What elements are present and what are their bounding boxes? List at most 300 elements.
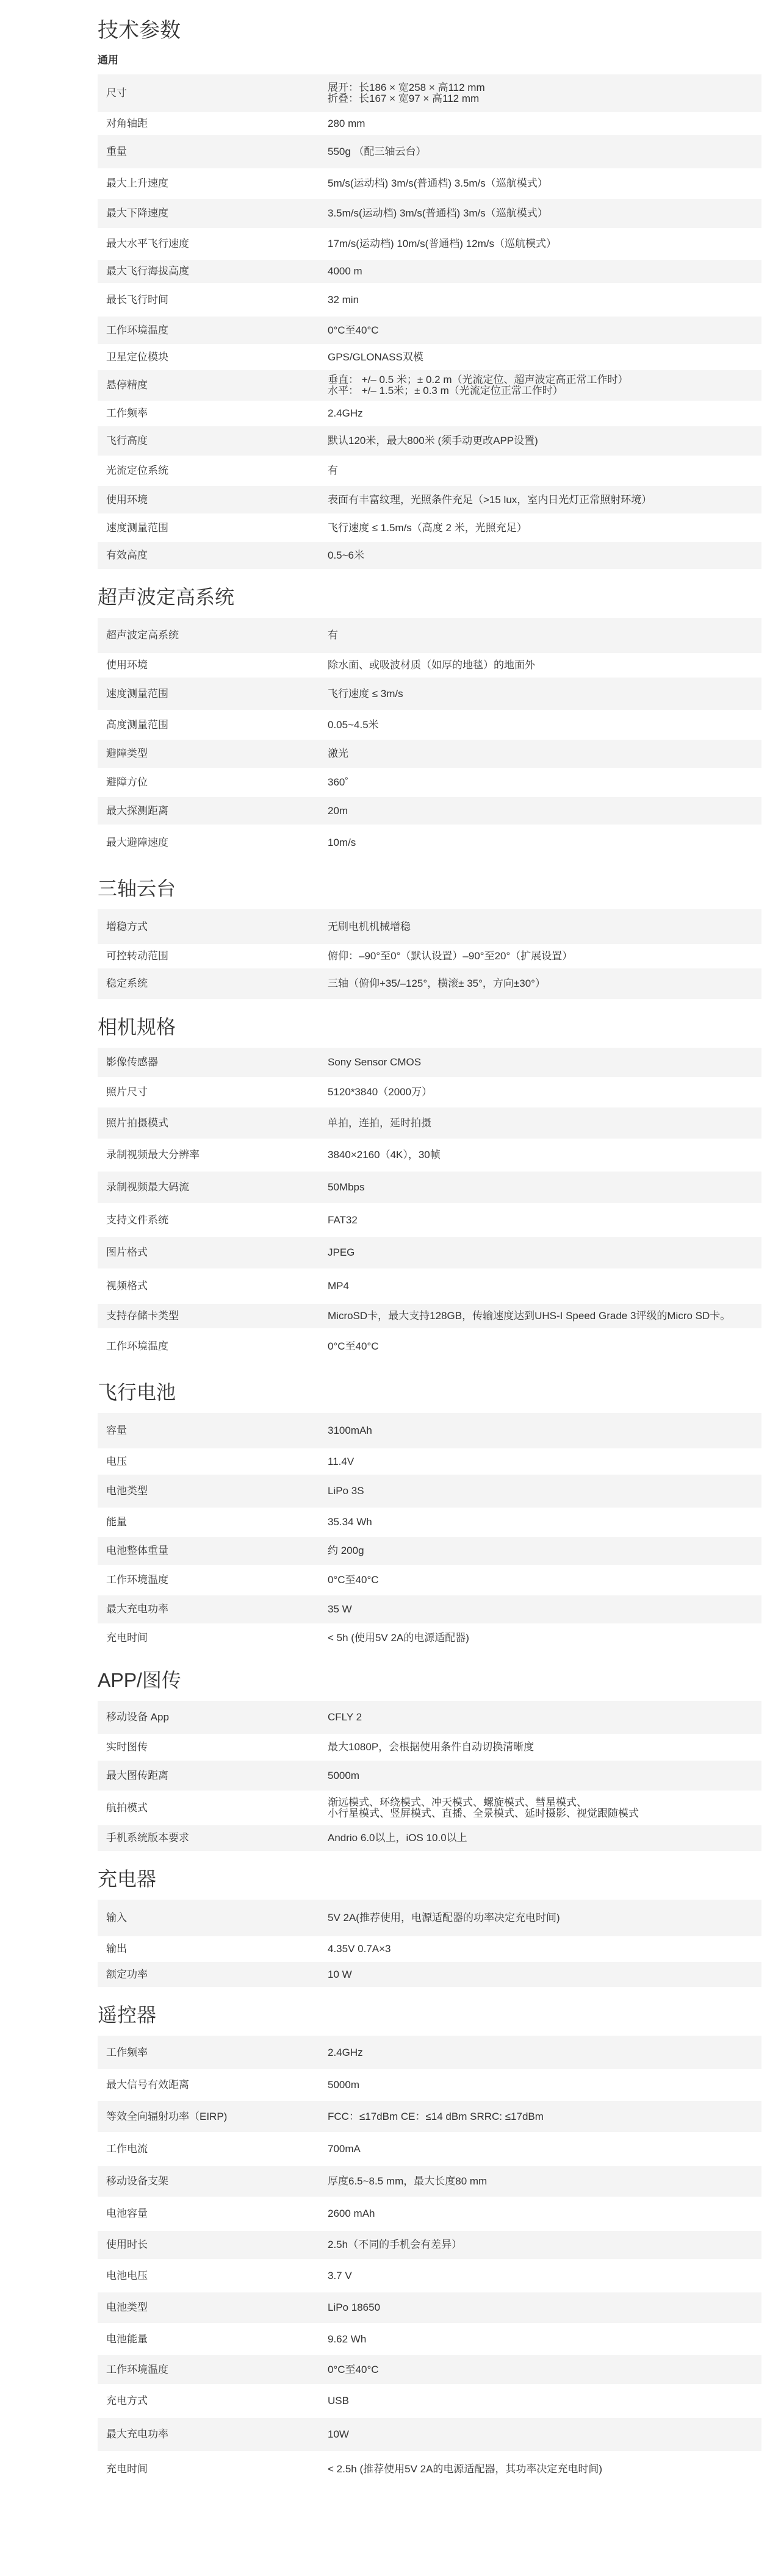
- spec-value: [326, 797, 761, 825]
- spec-value-line: 5000m: [328, 1769, 359, 1781]
- section-title: APP/图传: [98, 1669, 181, 1691]
- spec-row: [98, 401, 761, 426]
- spec-row: [98, 1172, 761, 1203]
- spec-label: 电压: [106, 1455, 127, 1467]
- spec-value: [326, 1595, 761, 1623]
- spec-row: [98, 1623, 761, 1652]
- spec-value: [326, 1172, 761, 1203]
- spec-value-line: 0°C至40°C: [328, 324, 379, 336]
- spec-value: [326, 2166, 761, 2197]
- spec-label: 照片拍摄模式: [106, 1117, 168, 1129]
- spec-label: 最大避障速度: [106, 836, 168, 848]
- spec-row: [98, 618, 761, 653]
- spec-row: [98, 199, 761, 228]
- spec-row: [98, 456, 761, 486]
- spec-row: [98, 2259, 761, 2292]
- spec-value: [326, 1537, 761, 1565]
- spec-value: [326, 401, 761, 426]
- spec-value-line: < 5h (使用5V 2A的电源适配器): [328, 1631, 469, 1644]
- spec-value-line: 0.5~6米: [328, 549, 365, 561]
- spec-value: [326, 678, 761, 710]
- section-title: 相机规格: [98, 1016, 176, 1038]
- spec-label: 最大信号有效距离: [106, 2079, 189, 2091]
- spec-row: [98, 1304, 761, 1328]
- spec-value-line: 有: [328, 629, 338, 641]
- spec-value: [326, 1048, 761, 1077]
- spec-value: [326, 542, 761, 569]
- spec-value: [326, 1304, 761, 1328]
- spec-row: [98, 1237, 761, 1268]
- spec-value-line: 除水面、或吸波材质（如厚的地毯）的地面外: [328, 659, 535, 671]
- spec-value-line: CFLY 2: [328, 1711, 362, 1723]
- spec-value-line: FAT32: [328, 1214, 358, 1226]
- spec-section: [98, 1668, 777, 1851]
- spec-row: [98, 768, 761, 797]
- spec-section: [98, 74, 777, 569]
- spec-value-line: JPEG: [328, 1247, 355, 1258]
- spec-value-line: 5V 2A(推荐使用，电源适配器的功率决定充电时间): [328, 1912, 560, 1923]
- spec-label: 手机系统版本要求: [106, 1832, 189, 1844]
- spec-label: 移动设备支架: [106, 2175, 168, 2187]
- spec-value: [326, 1623, 761, 1652]
- spec-label: 最长飞行时间: [106, 293, 168, 306]
- spec-value: [326, 344, 761, 370]
- spec-value: [326, 2069, 761, 2101]
- spec-label: 移动设备 App: [106, 1711, 169, 1723]
- spec-value: [326, 260, 761, 283]
- spec-value-line: 三轴（俯仰+35/–125°，横滚± 35°，方向±30°）: [328, 978, 545, 989]
- spec-row: [98, 2132, 761, 2166]
- spec-row: [98, 825, 761, 860]
- section-title: 三轴云台: [98, 878, 176, 900]
- spec-row: [98, 2197, 761, 2231]
- spec-value-line: 35 W: [328, 1603, 352, 1615]
- spec-value: [326, 1734, 761, 1761]
- spec-row: [98, 1328, 761, 1364]
- spec-row: [98, 317, 761, 344]
- spec-value: [326, 2355, 761, 2384]
- spec-value-line: Andrio 6.0以上，iOS 10.0以上: [328, 1832, 467, 1844]
- spec-label: 最大图传距离: [106, 1769, 168, 1781]
- spec-value-line: 11.4V: [328, 1455, 355, 1467]
- section-title: 飞行电池: [98, 1381, 176, 1403]
- spec-row: [98, 344, 761, 370]
- section-title: 超声波定高系统: [98, 586, 235, 608]
- spec-row: [98, 2036, 761, 2069]
- spec-value: [326, 2132, 761, 2166]
- spec-row: [98, 2323, 761, 2355]
- spec-label: 避障类型: [106, 748, 148, 759]
- spec-value: [326, 486, 761, 513]
- spec-label: 工作频率: [106, 407, 148, 419]
- spec-value: [326, 426, 761, 456]
- spec-row: [98, 2166, 761, 2197]
- spec-value: [326, 1328, 761, 1364]
- spec-value: [326, 1900, 761, 1936]
- spec-label: 输入: [106, 1912, 127, 1923]
- spec-content: [98, 0, 777, 2488]
- spec-value: [326, 2323, 761, 2355]
- spec-row: [98, 2418, 761, 2451]
- spec-row: [98, 1595, 761, 1623]
- spec-value-line: 4000 m: [328, 265, 362, 277]
- spec-value-line: 4.35V 0.7A×3: [328, 1943, 391, 1955]
- spec-row: [98, 2451, 761, 2488]
- spec-value-line: 2.4GHz: [328, 407, 363, 419]
- spec-row: [98, 1107, 761, 1139]
- spec-value: [326, 1268, 761, 1304]
- spec-value-line: 10 W: [328, 1968, 352, 1980]
- spec-value: [326, 317, 761, 344]
- spec-value: [326, 825, 761, 860]
- spec-label: 重量: [106, 145, 127, 157]
- spec-value: [326, 168, 761, 199]
- spec-value: [326, 1077, 761, 1107]
- spec-value: [326, 1413, 761, 1448]
- spec-label: 超声波定高系统: [106, 629, 179, 641]
- spec-row: [98, 426, 761, 456]
- spec-row: [98, 740, 761, 768]
- spec-label: 使用环境: [106, 659, 148, 671]
- spec-value-line: MP4: [328, 1280, 349, 1292]
- spec-value: [326, 1565, 761, 1595]
- spec-row: [98, 2292, 761, 2323]
- spec-value-line: < 2.5h (推荐使用5V 2A的电源适配器，其功率决定充电时间): [328, 2463, 603, 2475]
- spec-row: [98, 2101, 761, 2132]
- spec-value-line: 小行星模式、竖屏模式、直播、全景模式、延时摄影、视觉跟随模式: [328, 1807, 639, 1819]
- spec-label: 最大水平飞行速度: [106, 238, 189, 249]
- spec-row: [98, 1565, 761, 1595]
- spec-table: [98, 1413, 761, 1652]
- spec-row: [98, 283, 761, 317]
- spec-label: 速度测量范围: [106, 687, 168, 699]
- spec-label: 工作环境温度: [106, 324, 168, 336]
- spec-row: [98, 1701, 761, 1734]
- spec-row: [98, 1537, 761, 1565]
- spec-label: 稳定系统: [106, 978, 148, 989]
- spec-label: 支持文件系统: [106, 1214, 168, 1226]
- spec-value: [326, 618, 761, 653]
- spec-value-line: 2.4GHz: [328, 2046, 363, 2058]
- spec-table: [98, 74, 761, 569]
- spec-row: [98, 1508, 761, 1537]
- spec-label: 最大充电功率: [106, 1603, 168, 1615]
- spec-value-line: MicroSD卡，最大支持128GB，传输速度达到UHS-I Speed Grade 3评级的Micro SD卡。: [328, 1310, 731, 1322]
- spec-row: [98, 542, 761, 569]
- spec-label: 录制视频最大码流: [106, 1181, 189, 1193]
- spec-value: [326, 968, 761, 999]
- spec-label: 图片格式: [106, 1247, 148, 1258]
- spec-value-line: 渐远模式、环绕模式、冲天模式、螺旋模式、彗星模式、: [328, 1796, 587, 1808]
- spec-row: [98, 370, 761, 401]
- spec-row: [98, 944, 761, 968]
- spec-label: 悬停精度: [106, 379, 148, 391]
- spec-row: [98, 112, 761, 135]
- spec-label: 电池整体重量: [106, 1545, 168, 1556]
- spec-value: [326, 1761, 761, 1791]
- spec-label: 有效高度: [106, 549, 148, 561]
- spec-value: [326, 653, 761, 678]
- spec-value-line: 激光: [328, 748, 348, 759]
- spec-value: [326, 135, 761, 168]
- spec-value: [326, 74, 761, 112]
- spec-row: [98, 168, 761, 199]
- spec-value-line: 2.5h（不同的手机会有差异）: [328, 2239, 462, 2250]
- spec-value: [326, 1701, 761, 1734]
- spec-value-line: 垂直： +/– 0.5 米；± 0.2 m（光流定位、超声波定高正常工作时）: [328, 374, 628, 385]
- spec-value: [326, 909, 761, 944]
- spec-label: 视频格式: [106, 1280, 148, 1292]
- spec-value-line: 0°C至40°C: [328, 2363, 379, 2375]
- spec-value-line: 有: [328, 465, 338, 476]
- spec-label: 避障方位: [106, 776, 148, 788]
- spec-value: [326, 1475, 761, 1508]
- spec-section: [98, 585, 777, 860]
- spec-row: [98, 2355, 761, 2384]
- spec-label: 使用时长: [106, 2239, 148, 2250]
- spec-table: [98, 1048, 761, 1364]
- spec-value-line: 展开：长186 × 宽258 × 高112 mm: [328, 82, 485, 93]
- spec-label: 最大充电功率: [106, 2428, 168, 2440]
- spec-value: [326, 740, 761, 768]
- spec-row: [98, 1734, 761, 1761]
- spec-value-line: 单拍，连拍，延时拍摄: [328, 1117, 431, 1129]
- spec-value-line: GPS/GLONASS双模: [328, 351, 423, 363]
- spec-label: 等效全向辐射功率（EIRP): [106, 2110, 228, 2122]
- spec-label: 工作频率: [106, 2046, 148, 2058]
- spec-value-line: 厚度6.5~8.5 mm，最大长度80 mm: [328, 2175, 488, 2187]
- spec-row: [98, 968, 761, 999]
- spec-label: 卫星定位模块: [106, 351, 168, 363]
- spec-value: [326, 2292, 761, 2323]
- spec-table: [98, 1900, 761, 1987]
- spec-row: [98, 1475, 761, 1508]
- spec-value-line: 无刷电机机械增稳: [328, 920, 411, 932]
- spec-value: [326, 370, 761, 401]
- spec-value: [326, 2451, 761, 2488]
- spec-value-line: 水平： +/– 1.5米；± 0.3 m（光流定位正常工作时）: [328, 385, 563, 396]
- spec-label: 照片尺寸: [106, 1086, 148, 1098]
- spec-value: [326, 1825, 761, 1851]
- spec-value: [326, 199, 761, 228]
- spec-row: [98, 228, 761, 260]
- spec-row: [98, 1203, 761, 1237]
- spec-label: 飞行高度: [106, 435, 148, 446]
- spec-row: [98, 1761, 761, 1791]
- spec-value-line: 3100mAh: [328, 1425, 372, 1436]
- section-title: 遥控器: [98, 2004, 157, 2026]
- spec-row: [98, 135, 761, 168]
- spec-row: [98, 1077, 761, 1107]
- spec-row: [98, 678, 761, 710]
- spec-row: [98, 1791, 761, 1825]
- spec-label: 能量: [106, 1516, 127, 1528]
- spec-table: [98, 1701, 761, 1851]
- spec-label: 充电时间: [106, 1631, 148, 1644]
- spec-value: [326, 456, 761, 486]
- spec-value-line: LiPo 3S: [328, 1485, 364, 1497]
- spec-label: 航拍模式: [106, 1801, 148, 1814]
- spec-value: [326, 2036, 761, 2069]
- spec-label: 充电方式: [106, 2395, 148, 2406]
- spec-section: [98, 1015, 777, 1364]
- spec-table: [98, 618, 761, 860]
- spec-label: 工作环境温度: [106, 2363, 168, 2375]
- spec-row: [98, 486, 761, 513]
- spec-row: [98, 1962, 761, 1987]
- spec-value-line: 3840×2160（4K），30帧: [328, 1149, 441, 1161]
- spec-row: [98, 2069, 761, 2101]
- spec-label: 充电时间: [106, 2463, 148, 2475]
- spec-value: [326, 2231, 761, 2259]
- page-title: 技术参数: [98, 19, 181, 42]
- spec-value-line: 最大1080P，会根据使用条件自动切换清晰度: [328, 1741, 534, 1753]
- spec-value-line: 280 mm: [328, 117, 365, 129]
- spec-row: [98, 1825, 761, 1851]
- spec-label: 电池类型: [106, 2302, 148, 2313]
- spec-value-line: 飞行速度 ≤ 3m/s: [328, 687, 403, 699]
- spec-value: [326, 1448, 761, 1475]
- spec-label: 速度测量范围: [106, 521, 168, 534]
- spec-row: [98, 260, 761, 283]
- spec-value: [326, 1962, 761, 1987]
- spec-row: [98, 2384, 761, 2418]
- spec-section: [98, 2003, 777, 2488]
- spec-value-line: 5000m: [328, 2079, 359, 2091]
- spec-value-line: 俯仰：–90°至0°（默认设置）–90°至20°（扩展设置）: [328, 950, 573, 962]
- spec-value-line: 17m/s(运动档) 10m/s(普通档) 12m/s（巡航模式）: [328, 238, 556, 249]
- spec-value-line: 20m: [328, 804, 348, 817]
- spec-value: [326, 2384, 761, 2418]
- spec-value-line: 3.5m/s(运动档) 3m/s(普通档) 3m/s（巡航模式）: [328, 207, 548, 219]
- spec-value-line: 2600 mAh: [328, 2208, 375, 2219]
- spec-value-line: 默认120米，最大800米 (须手动更改APP设置): [328, 435, 538, 446]
- spec-label: 支持存储卡类型: [106, 1310, 179, 1322]
- spec-value-line: 360˚: [328, 776, 349, 788]
- spec-label: 电池能量: [106, 2333, 148, 2345]
- spec-value: [326, 1936, 761, 1962]
- spec-value: [326, 944, 761, 968]
- section-title: 充电器: [98, 1868, 157, 1890]
- spec-value-line: 0.05~4.5米: [328, 718, 379, 731]
- spec-label: 光流定位系统: [106, 465, 168, 476]
- spec-row: [98, 653, 761, 678]
- spec-label: 电池类型: [106, 1485, 148, 1497]
- spec-label: 输出: [106, 1943, 127, 1955]
- spec-label: 最大上升速度: [106, 177, 168, 189]
- spec-value-line: 表面有丰富纹理，光照条件充足（>15 lux，室内日光灯正常照射环境）: [328, 493, 652, 506]
- spec-row: [98, 1448, 761, 1475]
- spec-label: 尺寸: [106, 87, 127, 99]
- spec-value: [326, 2101, 761, 2132]
- spec-value: [326, 283, 761, 317]
- spec-row: [98, 1900, 761, 1936]
- spec-value: [326, 1791, 761, 1825]
- spec-value-line: 9.62 Wh: [328, 2333, 367, 2345]
- spec-value: [326, 2259, 761, 2292]
- spec-value-line: 0°C至40°C: [328, 1574, 379, 1586]
- spec-value-line: 5m/s(运动档) 3m/s(普通档) 3.5m/s（巡航模式）: [328, 177, 548, 189]
- spec-label: 电池容量: [106, 2208, 148, 2219]
- spec-value-line: 550g （配三轴云台）: [328, 145, 426, 157]
- spec-row: [98, 2231, 761, 2259]
- spec-value-line: 35.34 Wh: [328, 1516, 372, 1528]
- spec-label: 电池电压: [106, 2269, 148, 2281]
- spec-value: [326, 1107, 761, 1139]
- spec-label: 最大飞行海拔高度: [106, 265, 189, 277]
- spec-value-line: 0°C至40°C: [328, 1340, 379, 1352]
- general-subtitle: 通用: [98, 54, 118, 66]
- spec-row: [98, 797, 761, 825]
- spec-value-line: 5120*3840（2000万）: [328, 1086, 433, 1098]
- spec-label: 额定功率: [106, 1968, 148, 1980]
- spec-value: [326, 2197, 761, 2231]
- spec-row: [98, 909, 761, 944]
- spec-label: 影像传感器: [106, 1056, 158, 1068]
- spec-label: 容量: [106, 1425, 127, 1436]
- spec-label: 实时图传: [106, 1741, 148, 1753]
- spec-value: [326, 1203, 761, 1237]
- spec-table: [98, 909, 761, 999]
- spec-row: [98, 710, 761, 740]
- spec-row: [98, 513, 761, 542]
- spec-value: [326, 1139, 761, 1172]
- spec-table: [98, 2036, 761, 2488]
- spec-value: [326, 513, 761, 542]
- spec-row: [98, 1268, 761, 1304]
- spec-value-line: Sony Sensor CMOS: [328, 1056, 422, 1068]
- spec-row: [98, 1048, 761, 1077]
- spec-value-line: LiPo 18650: [328, 2302, 381, 2313]
- spec-label: 使用环境: [106, 493, 148, 506]
- spec-value-line: 700mA: [328, 2143, 361, 2155]
- spec-value: [326, 768, 761, 797]
- spec-sections: [98, 74, 777, 2488]
- spec-value-line: 10m/s: [328, 836, 356, 848]
- spec-label: 工作电流: [106, 2143, 148, 2155]
- spec-section: [98, 1380, 777, 1652]
- spec-value: [326, 710, 761, 740]
- spec-value-line: 32 min: [328, 293, 359, 306]
- spec-label: 工作环境温度: [106, 1574, 168, 1586]
- spec-value-line: 50Mbps: [328, 1181, 365, 1193]
- spec-row: [98, 1936, 761, 1962]
- spec-value-line: 3.7 V: [328, 2269, 352, 2281]
- spec-label: 录制视频最大分辨率: [106, 1149, 200, 1161]
- spec-value-line: 10W: [328, 2428, 349, 2440]
- spec-label: 高度测量范围: [106, 718, 168, 731]
- spec-value-line: 飞行速度 ≤ 1.5m/s（高度 2 米，光照充足）: [328, 521, 527, 534]
- spec-value: [326, 112, 761, 135]
- spec-value: [326, 228, 761, 260]
- spec-section: [98, 1867, 777, 1987]
- spec-value-line: USB: [328, 2395, 349, 2406]
- spec-label: 可控转动范围: [106, 950, 168, 962]
- spec-value-line: 折叠：长167 × 宽97 × 高112 mm: [328, 93, 480, 104]
- spec-value: [326, 1237, 761, 1268]
- spec-row: [98, 1139, 761, 1172]
- spec-value: [326, 2418, 761, 2451]
- spec-value-line: 约 200g: [328, 1545, 364, 1556]
- spec-section: [98, 876, 777, 999]
- spec-label: 最大探测距离: [106, 804, 168, 817]
- spec-value: [326, 1508, 761, 1537]
- spec-label: 工作环境温度: [106, 1340, 168, 1352]
- spec-row: [98, 1413, 761, 1448]
- spec-row: [98, 74, 761, 112]
- spec-label: 增稳方式: [106, 920, 148, 932]
- spec-label: 最大下降速度: [106, 207, 168, 219]
